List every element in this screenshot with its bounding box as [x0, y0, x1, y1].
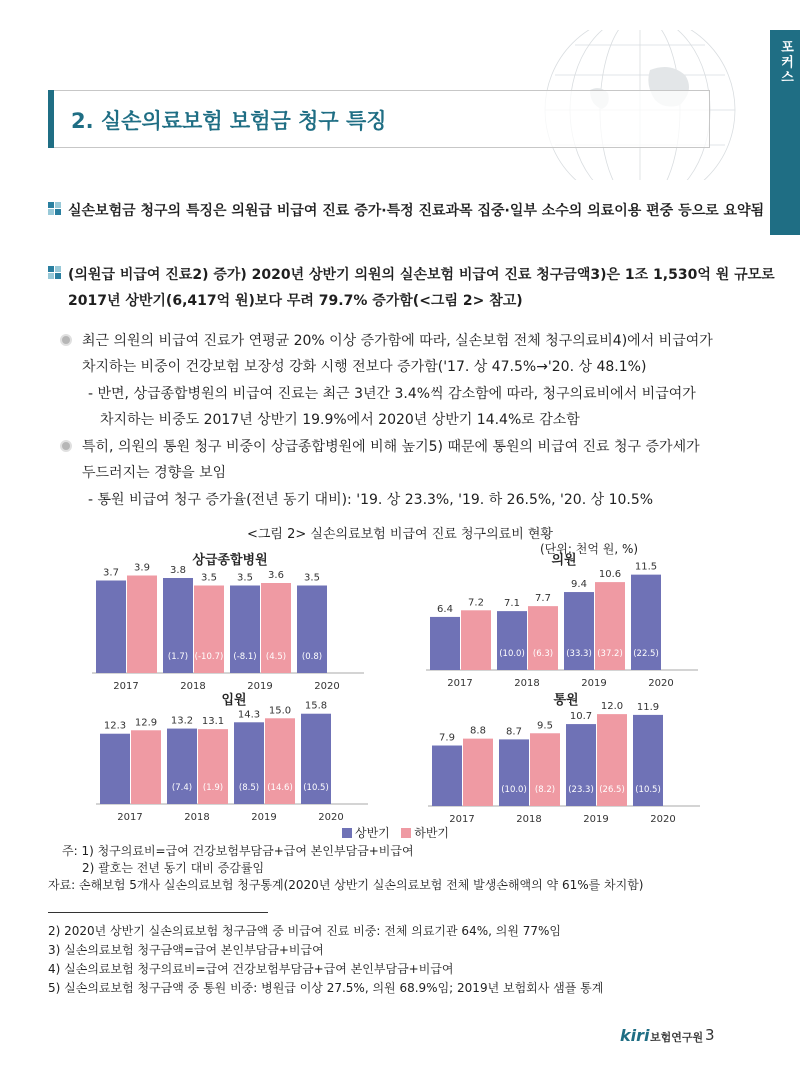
body-line: 차지하는 비중이 건강보험 보장성 강화 시행 전보다 증가함('17. 상 47.5%→'20. 상 48.1%) — [82, 359, 647, 375]
data-label: 3.5 — [304, 572, 320, 584]
chart-bar — [100, 734, 130, 804]
tick-label: 2019 — [251, 812, 277, 823]
legend-swatch-second-half — [401, 828, 411, 838]
chart-bar — [432, 746, 462, 806]
growth-label: (4.5) — [265, 652, 287, 662]
tick-label: 2019 — [247, 681, 273, 692]
data-label: 11.5 — [634, 561, 658, 573]
body-line: 두드러지는 경향을 보임 — [82, 465, 227, 481]
tick-label: 2019 — [581, 678, 607, 689]
body-line: - 반면, 상급종합병원의 비급여 진료는 최근 3년간 3.4%씩 감소함에 따라, 청구의료비에서 비급여가 — [88, 386, 696, 402]
chart-bar — [463, 739, 493, 806]
chart-bar — [127, 576, 157, 674]
growth-label: (10.5) — [303, 783, 329, 793]
tick-label: 2018 — [184, 812, 210, 823]
tick-label: 2018 — [516, 814, 542, 825]
chart-bar — [131, 730, 161, 804]
tick-label: 2018 — [180, 681, 206, 692]
footnote: 3) 실손의료보험 청구금액=급여 본인부담금+비급여 — [48, 943, 324, 957]
body-line: 최근 의원의 비급여 진료가 연평균 20% 이상 증가함에 따라, 실손보험 전체 청구의료비4)에서 비급여가 — [82, 333, 713, 349]
growth-label: (8.2) — [534, 785, 556, 795]
growth-label: (10.0) — [501, 785, 527, 795]
data-label: 3.5 — [201, 572, 217, 584]
footer-org-name: 보험연구원 — [650, 1031, 704, 1044]
chart-bar — [497, 611, 527, 670]
circle-bullet-icon — [60, 440, 72, 452]
chart-bar — [461, 610, 491, 670]
data-label: 9.5 — [537, 720, 553, 732]
data-label: 3.7 — [103, 567, 119, 579]
summary-line: (의원급 비급여 진료2) 증가) 2020년 상반기 의원의 실손보험 비급여 진료 청구금액3)은 1조 1,530억 원 규모로 — [68, 267, 775, 283]
body-line: 특히, 의원의 통원 청구 비중이 상급종합병원에 비해 높기5) 때문에 통원의 비급여 진료 청구 증가세가 — [82, 439, 700, 455]
figure-note: 2) 괄호는 전년 동기 대비 증감률임 — [82, 861, 265, 875]
data-label: 3.8 — [170, 565, 186, 576]
figure-unit: (단위: 천억 원, %) — [540, 542, 639, 556]
growth-label: (6.3) — [532, 649, 554, 659]
kiri-logo: kiri — [620, 1026, 650, 1045]
tick-label: 2017 — [447, 678, 473, 689]
tick-label: 2017 — [117, 812, 143, 823]
growth-label: (10.0) — [499, 649, 525, 659]
tick-label: 2020 — [314, 681, 340, 692]
data-label: 15.0 — [268, 705, 292, 717]
chart-title: 통원 — [553, 693, 579, 708]
growth-label: (26.5) — [599, 785, 625, 795]
data-label: 11.9 — [636, 701, 660, 713]
chart-title: 상급종합병원 — [192, 553, 268, 568]
figure-note: 주: 1) 청구의료비=급여 건강보험부담금+급여 본인부담금+비급여 — [62, 844, 414, 858]
tick-label: 2019 — [583, 814, 609, 825]
footnote: 4) 실손의료보험 청구의료비=급여 건강보험부담금+급여 본인부담금+비급여 — [48, 962, 454, 976]
summary-line: 2017년 상반기(6,417억 원)보다 무려 79.7% 증가함(<그림 2> 참고) — [68, 293, 523, 309]
figure-title: <그림 2> 실손의료보험 비급여 진료 청구의료비 현황 — [246, 527, 553, 542]
growth-label: (22.5) — [633, 649, 659, 659]
growth-label: (7.4) — [171, 783, 193, 793]
footnote: 2) 2020년 상반기 실손의료보험 청구금액 중 비급여 진료 비중: 전체 의료기관 64%, 의원 77%임 — [48, 924, 561, 938]
footnote-divider — [48, 912, 268, 913]
section-heading-box — [48, 90, 710, 148]
data-label: 12.9 — [134, 717, 158, 729]
circle-bullet-icon — [60, 334, 72, 346]
chart-bar — [499, 739, 529, 806]
tick-label: 2020 — [648, 678, 674, 689]
legend-label: 하반기 — [414, 826, 450, 840]
data-label: 7.2 — [468, 597, 484, 609]
section-title: 2. 실손의료보험 보험금 청구 특징 — [71, 109, 387, 133]
growth-label: (10.5) — [635, 785, 661, 795]
data-label: 6.4 — [437, 603, 453, 615]
tick-label: 2017 — [449, 814, 475, 825]
heading-accent-bar — [48, 90, 54, 148]
summary-line: 실손보험금 청구의 특징은 의원급 비급여 진료 증가·특정 진료과목 집중·일부 소수의 의료이용 편중 등으로 요약됨 — [68, 203, 765, 219]
data-label: 12.0 — [600, 701, 624, 713]
page-number: 3 — [705, 1026, 715, 1044]
chart-title: 입원 — [221, 693, 247, 708]
section-side-tab — [770, 30, 800, 235]
tick-label: 2020 — [650, 814, 676, 825]
chart-legend — [342, 824, 449, 841]
data-label: 10.7 — [569, 711, 593, 723]
growth-label: (1.7) — [167, 652, 189, 662]
chart-bar — [430, 617, 460, 670]
growth-label: (8.5) — [238, 783, 260, 793]
body-line: - 통원 비급여 청구 증가율(전년 동기 대비): '19. 상 23.3%, '19. 하 26.5%, '20. 상 10.5% — [88, 492, 654, 508]
data-label: 9.4 — [571, 579, 587, 591]
growth-label: (1.9) — [202, 783, 224, 793]
data-label: 7.7 — [535, 593, 551, 605]
figure-source: 자료: 손해보험 5개사 실손의료보험 청구통계(2020년 상반기 실손의료보험 전체 발생손해액의 약 61%를 차지함) — [48, 878, 644, 892]
data-label: 8.8 — [470, 725, 486, 737]
chart-title: 의원 — [551, 553, 577, 568]
body-line: 차지하는 비중도 2017년 상반기 19.9%에서 2020년 상반기 14.4%로 감소함 — [100, 412, 580, 428]
data-label: 12.3 — [103, 720, 127, 732]
tick-label: 2018 — [514, 678, 540, 689]
growth-label: (-10.7) — [194, 652, 224, 662]
growth-label: (33.3) — [566, 649, 592, 659]
data-label: 15.8 — [304, 700, 328, 712]
growth-label: (37.2) — [597, 649, 623, 659]
growth-label: (0.8) — [301, 652, 323, 662]
data-label: 8.7 — [506, 726, 522, 738]
data-label: 13.2 — [170, 715, 194, 727]
data-label: 7.9 — [439, 732, 455, 744]
growth-label: (-8.1) — [233, 652, 257, 662]
side-tab-label: 포커스 — [778, 40, 793, 85]
chart-bar — [528, 606, 558, 670]
growth-label: (23.3) — [568, 785, 594, 795]
chart-bar — [96, 581, 126, 674]
tick-label: 2017 — [113, 681, 139, 692]
data-label: 14.3 — [237, 709, 261, 721]
data-label: 10.6 — [598, 569, 622, 581]
legend-label: 상반기 — [355, 826, 390, 840]
growth-label: (14.6) — [267, 783, 293, 793]
footnote: 5) 실손의료보험 청구금액 중 통원 비중: 병원급 이상 27.5%, 의원 68.9%임; 2019년 보험회사 샘플 통계 — [48, 981, 604, 995]
data-label: 13.1 — [201, 716, 225, 728]
legend-swatch-first-half — [342, 828, 352, 838]
square-bullet-icon — [48, 266, 62, 280]
square-bullet-icon — [48, 202, 62, 216]
chart-bar — [530, 733, 560, 806]
data-label: 3.5 — [237, 572, 253, 584]
tick-label: 2020 — [318, 812, 344, 823]
data-label: 3.9 — [134, 562, 150, 574]
data-label: 3.6 — [268, 570, 284, 581]
charts-area — [0, 548, 800, 848]
data-label: 7.1 — [504, 598, 520, 610]
